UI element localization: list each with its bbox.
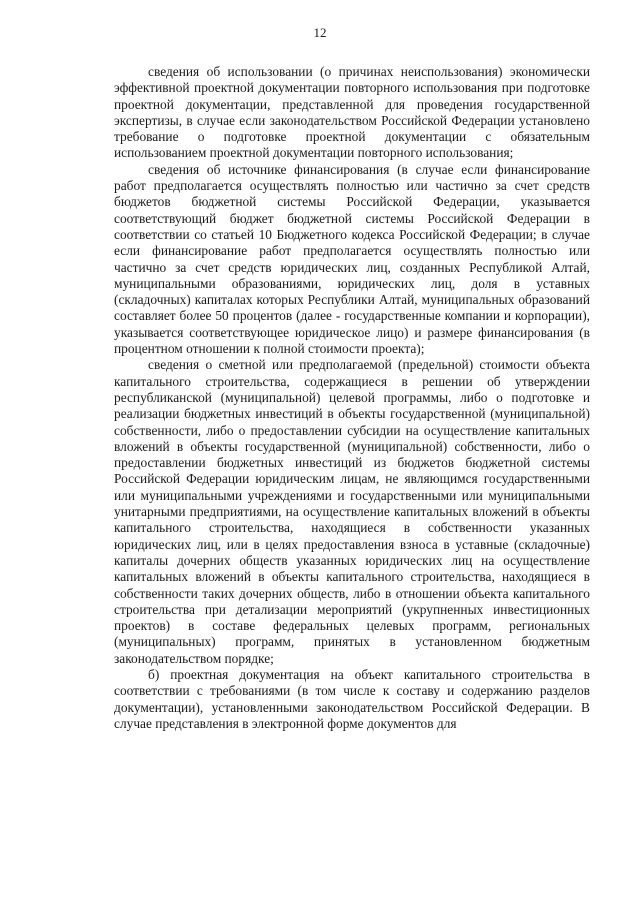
paragraph-design-reuse-info: сведения об использовании (о причинах неиспользования) экономически эффективной проектной документации повторного использования при подготовке проектной документации, представленной для проведения государственной экспертизы, в случае если законодательством Российской Федерации установлено требование о подготовке проектной документации с обязательным использованием проектной документации повторного использования; (114, 64, 590, 161)
paragraph-estimated-cost: сведения о сметной или предполагаемой (предельной) стоимости объекта капитального строительства, содержащиеся в решении об утверждении республиканской (муниципальной) целевой программы, либо о подготовке и реализации бюджетных инвестиций в объекты государственной (муниципальной) собственности, либо о предоставлении субсидии на осуществление капитальных вложений в объекты государственной (муниципальной) собственности, либо о предоставлении бюджетных инвестиций из бюджетов бюджетной системы Российской Федерации юридическим лицам, не являющимся государственными или муниципальными учреждениями и государственными или муниципальными унитарными предприятиями, на осуществление капитальных вложений в объекты капитального строительства, находящиеся в собственности указанных юридических лиц, или в целях предоставления взноса в уставные (складочные) капиталы дочерних обществ указанных юридических лиц на осуществление капитальных вложений в объекты капитального строительства, находящиеся в собственности таких дочерних обществ, либо в отношении объекта капитального строительства при детализации мероприятий (укрупненных инвестиционных проектов) в составе федеральных целевых программ, региональных (муниципальных) программ, принятых в установленном бюджетным законодательством порядке; (114, 357, 590, 666)
paragraph-funding-source: сведения об источнике финансирования (в случае если финансирование работ предполагается осуществлять полностью или частично за счет средств бюджетов бюджетной системы Российской Федерации, указывается соответствующий бюджет бюджетной системы Российской Федерации в соответствии со статьей 10 Бюджетного кодекса Российской Федерации; в случае если финансирование работ предполагается осуществлять полностью или частично за счет средств юридических лиц, созданных Республикой Алтай, муниципальными образованиями, юридических лиц, доля в уставных (складочных) капиталах которых Республики Алтай, муниципальных образований составляет более 50 процентов (далее - государственные компании и корпорации), указывается соответствующее юридическое лицо) и размере финансирования (в процентном отношении к полной стоимости проекта); (114, 161, 590, 357)
paragraph-project-documentation: б) проектная документация на объект капитального строительства в соответствии с требованиями (в том числе к составу и содержанию разделов документации), установленными законодательством Российской Федерации. В случае представления в электронной форме документов для (114, 666, 590, 731)
page-number: 12 (313, 25, 327, 40)
document-body (114, 64, 590, 732)
